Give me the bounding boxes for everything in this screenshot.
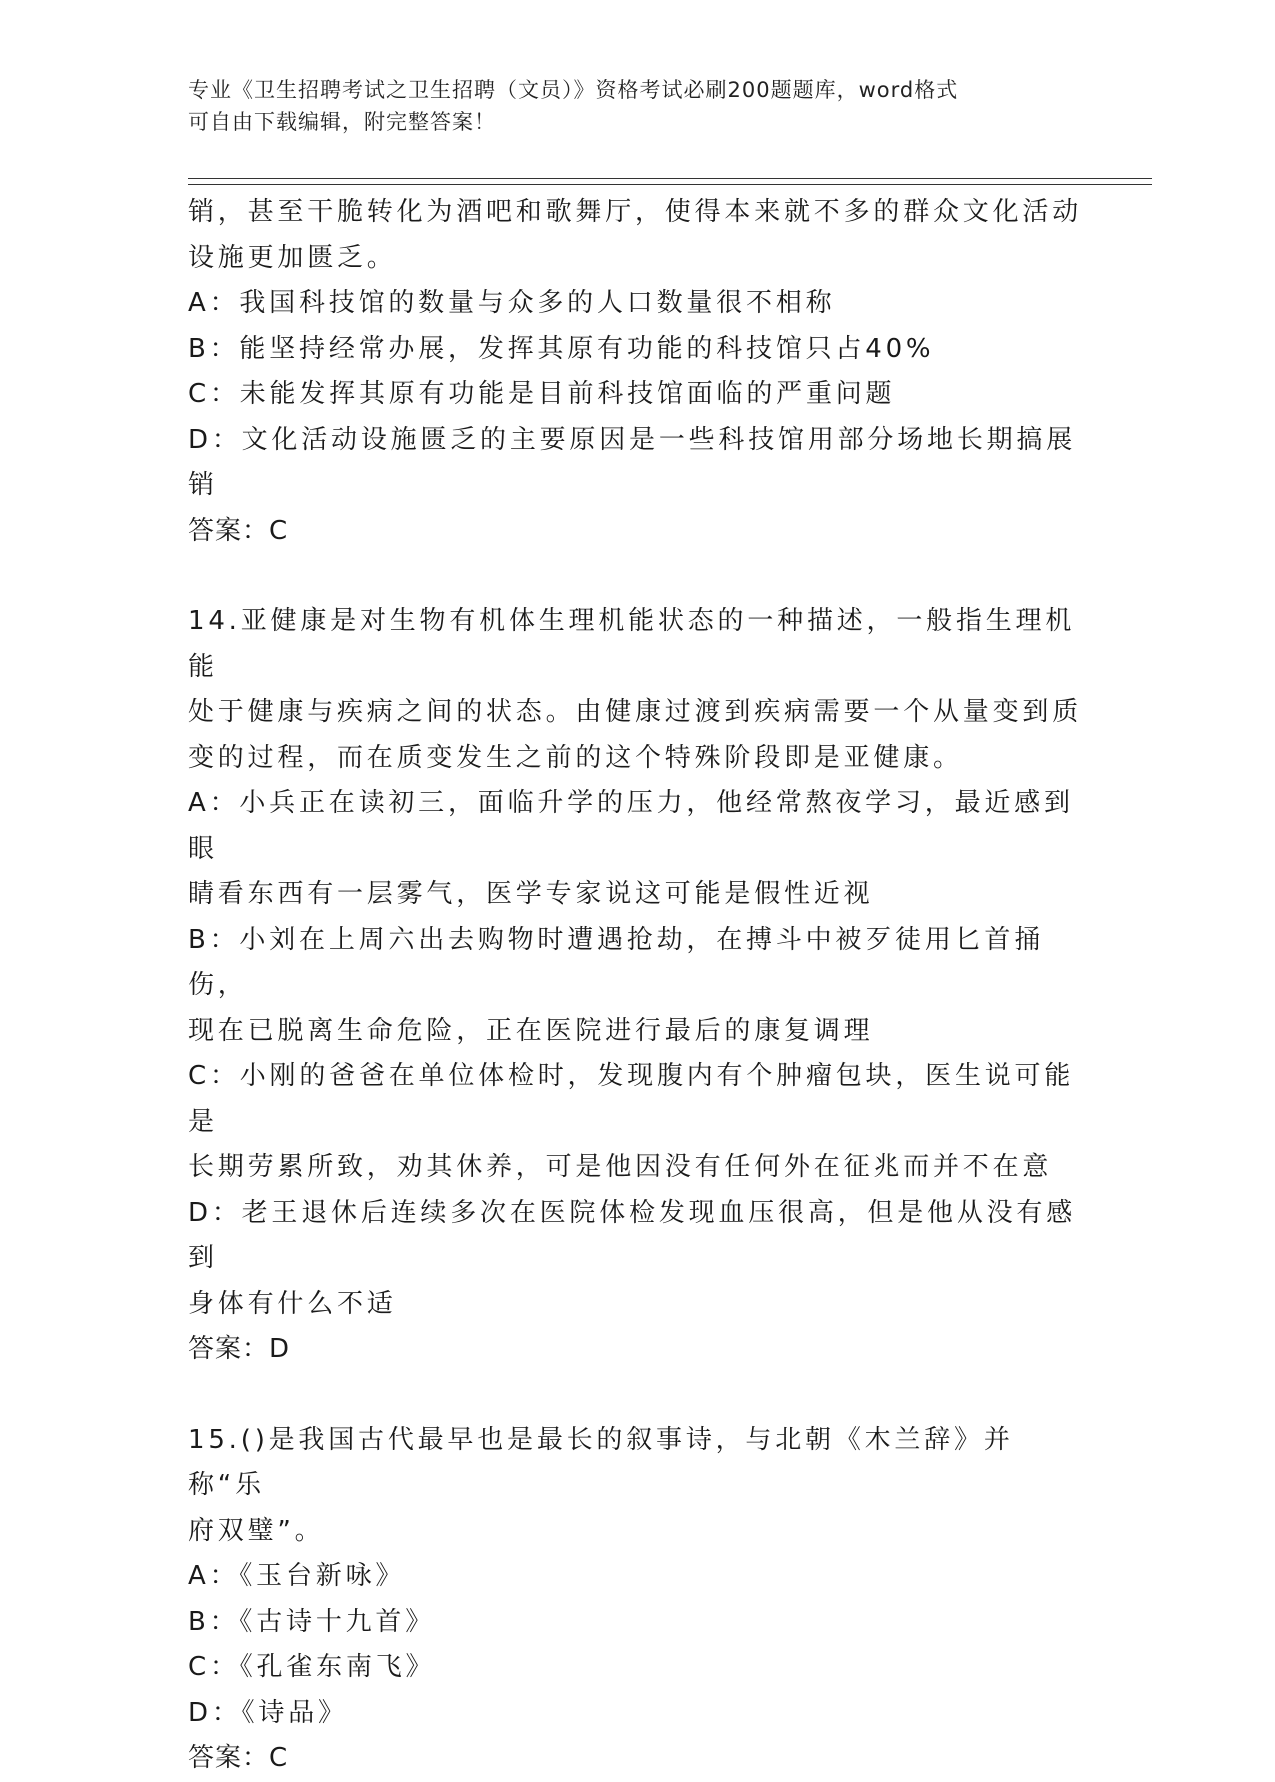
option-c: C：小刚的爸爸在单位体检时，发现腹内有个肿瘤包块，医生说可能是 [188,1061,1075,1137]
spacer [188,1373,1088,1418]
option-d: D：老王退休后连续多次在医院体检发现血压很高，但是他从没有感到 [188,1197,1077,1273]
option-b: B：小刘在上周六出去购物时遭遇抢劫，在搏斗中被歹徒用匕首捅伤， [188,924,1045,1000]
option-a: A：我国科技馆的数量与众多的人口数量很不相称 [188,288,836,318]
header-divider-bottom [188,184,1152,185]
option-c-continued: 长期劳累所致，劝其休养，可是他因没有任何外在征兆而并不在意 [188,1152,1053,1182]
question-stem-line: 15.()是我国古代最早也是最长的叙事诗，与北朝《木兰辞》并称“乐 [188,1424,1014,1500]
question-stem-line: 变的过程，而在质变发生之前的这个特殊阶段即是亚健康。 [188,742,963,773]
option-b: B：能坚持经常办展，发挥其原有功能的科技馆只占40% [188,333,935,364]
option-c: C：未能发挥其原有功能是目前科技馆面临的严重问题 [188,379,896,409]
option-c: C：《孔雀东南飞》 [188,1652,436,1682]
option-a-continued: 睛看东西有一层雾气，医学专家说这可能是假性近视 [188,879,874,909]
question-stem-line: 销，甚至干脆转化为酒吧和歌舞厅，使得本来就不多的群众文化活动 [188,197,1083,227]
answer: 答案：C [188,1743,289,1773]
question-14 [188,599,1088,1373]
option-a: A：《玉台新咏》 [188,1561,406,1591]
question-stem-line: 设施更加匮乏。 [188,242,397,273]
header-divider-top [188,178,1152,179]
question-13 [188,190,1088,554]
header-line-2: 可自由下载编辑，附完整答案！ [188,110,496,134]
document-body [188,190,1088,1782]
header-line-1: 专业《卫生招聘考试之卫生招聘（文员）》资格考试必刷200题题库，word格式 [188,78,959,102]
document-header [188,74,1068,138]
option-a: A：小兵正在读初三，面临升学的压力，他经常熬夜学习，最近感到眼 [188,788,1074,864]
option-b-continued: 现在已脱离生命危险，正在医院进行最后的康复调理 [188,1015,874,1046]
option-d-continued: 身体有什么不适 [188,1288,397,1319]
question-stem-line: 处于健康与疾病之间的状态。由健康过渡到疾病需要一个从量变到质 [188,697,1083,727]
spacer [188,554,1088,599]
option-d: D：文化活动设施匮乏的主要原因是一些科技馆用部分场地长期搞展销 [188,424,1077,500]
question-stem-line: 府双璧”。 [188,1515,325,1546]
answer: 答案：C [188,515,289,546]
option-d: D：《诗品》 [188,1697,348,1728]
question-15 [188,1418,1088,1782]
option-b: B：《古诗十九首》 [188,1606,436,1637]
question-stem-line: 14.亚健康是对生物有机体生理机能状态的一种描述，一般指生理机能 [188,606,1076,682]
answer: 答案：D [188,1334,291,1364]
